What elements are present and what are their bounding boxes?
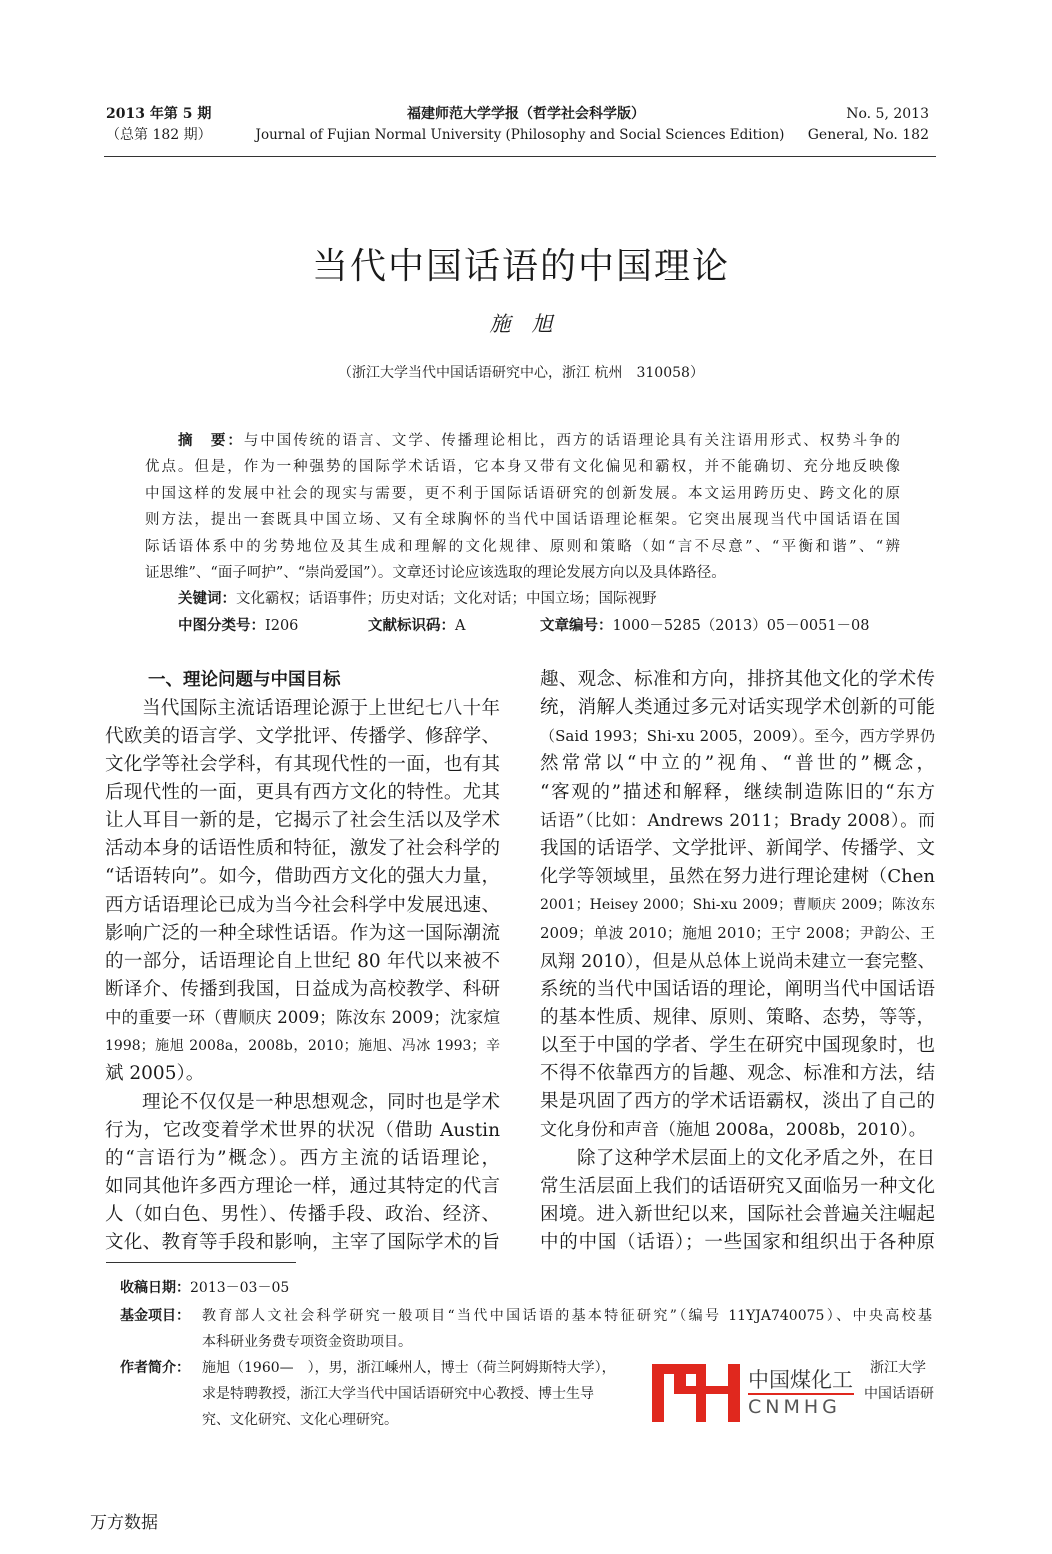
text-line: 的基本性质、规律、原则、策略、态势，等等， — [540, 1006, 935, 1028]
watermark-logo — [652, 1362, 860, 1426]
text-line: 代欧美的语言学、文学批评、传播学、修辞学、 — [105, 725, 500, 747]
watermark-cn: 中国煤化工 — [748, 1368, 853, 1392]
text-line: 当代国际主流话语理论源于上世纪七八十年 — [142, 697, 500, 719]
issue-general-en: General, No. 182 — [807, 127, 929, 143]
footnote-rule — [106, 1262, 296, 1263]
section-heading: 一、理论问题与中国目标 — [148, 670, 341, 690]
issue-total: （总第 182 期） — [106, 127, 212, 143]
fund-text: 本科研业务费专项资金资助项目。 — [202, 1334, 412, 1350]
document-code: 文献标识码：A — [368, 617, 466, 634]
header-rule — [104, 156, 936, 157]
text-line: 我国的话语学、文学批评、新闻学、传播学、文 — [540, 837, 935, 859]
watermark-divider — [748, 1393, 854, 1395]
journal-title-en: Journal of Fujian Normal University (Philosophy and Social Sciences Edition) — [255, 127, 785, 143]
text-line: 文化学等社会学科，有其现代性的一面，也有其 — [105, 753, 500, 775]
text-line: 凤翔 2010），但是从总体上说尚未建立一套完整、 — [540, 951, 935, 972]
watermark-en: CNMHG — [748, 1396, 841, 1418]
text-line: 中的重要一环（曹顺庆 2009；陈汝东 2009；沈家煊 — [105, 1008, 500, 1028]
text-line: 不得不依靠西方的旨趣、观念、标准和方法，结 — [540, 1063, 935, 1085]
text-line: 理论不仅仅是一种思想观念，同时也是学术 — [142, 1091, 500, 1113]
keywords: 关键词：文化霸权；话语事件；历史对话；文化对话；中国立场；国际视野 — [178, 590, 657, 607]
bio-text: 中国话语研 — [864, 1386, 934, 1402]
text-line: 化学等领域里，虽然在努力进行理论建树（Chen — [540, 866, 935, 888]
bio-text: 究、文化研究、文化心理研究。 — [202, 1412, 398, 1428]
abstract-line: 则方法，提出一套既具中国立场、又有全球胸怀的当代中国话语理论框架。它突出展现当代中国话语在国 — [145, 512, 900, 528]
text-line: 如同其他许多西方理论一样，通过其特定的代言 — [105, 1176, 500, 1198]
bio-text: 施旭（1960— ），男，浙江嵊州人，博士（荷兰阿姆斯特大学）， — [202, 1360, 616, 1376]
text-line: 然常常以“中立的”视角、“普世的”概念， — [540, 753, 935, 775]
text-line: 西方话语理论已成为当今社会科学中发展迅速、 — [105, 894, 500, 916]
article-number: 文章编号：1000－5285（2013）05－0051－08 — [540, 617, 870, 634]
text-line: 以至于中国的学者、学生在研究中国现象时，也 — [540, 1034, 935, 1056]
text-line: 后现代性的一面，更具有西方文化的特性。尤其 — [105, 781, 500, 803]
article-title: 当代中国话语的中国理论 — [311, 246, 730, 287]
abstract-line: 优点。但是，作为一种强势的国际学术话语，它本身又带有文化偏见和霸权，并不能确切、充分地反映像 — [145, 459, 900, 475]
text-line: 影响广泛的一种全球性话语。作为这一国际潮流 — [105, 922, 500, 944]
text-line: 让人耳目一新的是，它揭示了社会生活以及学术 — [105, 810, 500, 832]
author-affiliation: （浙江大学当代中国话语研究中心，浙江 杭州 310058） — [338, 365, 704, 381]
issue-number-en: No. 5, 2013 — [846, 106, 929, 122]
text-line: 的“言语行为”概念）。西方主流的话语理论， — [105, 1147, 500, 1169]
text-line: 斌 2005）。 — [105, 1063, 205, 1085]
cnmhg-logo-icon — [652, 1362, 744, 1424]
text-line: （Said 1993；Shi-xu 2005，2009）。至今，西方学界仍 — [540, 727, 935, 746]
abstract-line: 中国这样的发展中社会的现实与需要，更不利于国际话语研究的创新发展。本文运用跨历史、跨文化的原 — [145, 486, 900, 502]
journal-title-cn: 福建师范大学学报（哲学社会科学版） — [407, 106, 645, 122]
text-line: 统，消解人类通过多元对话实现学术创新的可能 — [540, 697, 935, 719]
text-line: 系统的当代中国话语的理论，阐明当代中国话语 — [540, 978, 935, 1000]
text-line: 2001；Heisey 2000；Shi-xu 2009；曹顺庆 2009；陈汝东 — [540, 897, 935, 914]
fund-text: 教育部人文社会科学研究一般项目“当代中国话语的基本特征研究”（编号 11YJA740075）、中央高校基 — [202, 1308, 932, 1324]
text-line: 2009；单波 2010；施旭 2010；王宁 2008；尹韵公、王 — [540, 924, 935, 943]
abstract-line: 证思维”、“面子呵护”、“崇尚爱国”）。文章还讨论应该选取的理论发展方向以及具体路径。 — [145, 565, 726, 581]
text-line: 话语”（比如：Andrews 2011；Brady 2008）。而 — [540, 810, 935, 831]
text-line: 中的中国（话语）；一些国家和组织出于各种原 — [540, 1232, 935, 1253]
abstract-line: 际话语体系中的劣势地位及其生成和理解的文化规律、原则和策略（如“言不尽意”、“平衡和谐”、“辨 — [145, 539, 900, 555]
received-date: 收稿日期：2013－03－05 — [120, 1280, 290, 1296]
text-line: 行为，它改变着学术世界的状况（借助 Austin — [105, 1119, 500, 1141]
text-line: 困境。进入新世纪以来，国际社会普遍关注崛起 — [540, 1203, 935, 1225]
text-line: 活动本身的话语性质和特征，激发了社会科学的 — [105, 838, 500, 860]
text-line: “话语转向”。如今，借助西方文化的强大力量， — [105, 866, 500, 888]
text-line: 常生活层面上我们的话语研究又面临另一种文化 — [540, 1175, 935, 1197]
classification-number: 中图分类号：I206 — [178, 617, 299, 634]
text-line: 文化、教育等手段和影响，主宰了国际学术的旨 — [105, 1232, 500, 1254]
issue-number: 2013 年第 5 期 — [106, 106, 212, 122]
abstract-label: 摘 要： — [178, 432, 244, 449]
abstract-line: 摘 要：与中国传统的语言、文学、传播理论相比，西方的话语理论具有关注语用形式、权势斗争的 — [178, 432, 901, 449]
text-line: 人（如白色、男性）、传播手段、政治、经济、 — [105, 1204, 500, 1226]
bio-label: 作者简介： — [120, 1360, 190, 1376]
bio-text: 浙江大学 — [870, 1360, 926, 1376]
text-line: 1998；施旭 2008a，2008b，2010；施旭、冯冰 1993；辛 — [105, 1038, 500, 1055]
fund-label: 基金项目： — [120, 1308, 190, 1324]
text-line: 的一部分，话语理论自上世纪 80 年代以来被不 — [105, 950, 500, 972]
text-line: “客观的”描述和解释，继续制造陈旧的“东方 — [540, 781, 935, 803]
bio-text: 求是特聘教授，浙江大学当代中国话语研究中心教授、博士生导 — [202, 1386, 594, 1402]
text-line: 断译介、传播到我国，日益成为高校教学、科研 — [105, 979, 500, 1000]
text-line: 除了这种学术层面上的文化矛盾之外，在日 — [577, 1147, 935, 1169]
text-line: 趣、观念、标准和方向，排挤其他文化的学术传 — [540, 669, 935, 690]
source-mark: 万方数据 — [90, 1513, 158, 1533]
text-line: 文化身份和声音（施旭 2008a，2008b，2010）。 — [540, 1120, 926, 1141]
text-line: 果是巩固了西方的学术话语霸权，淡出了自己的 — [540, 1091, 935, 1113]
author-name: 施 旭 — [489, 312, 553, 336]
